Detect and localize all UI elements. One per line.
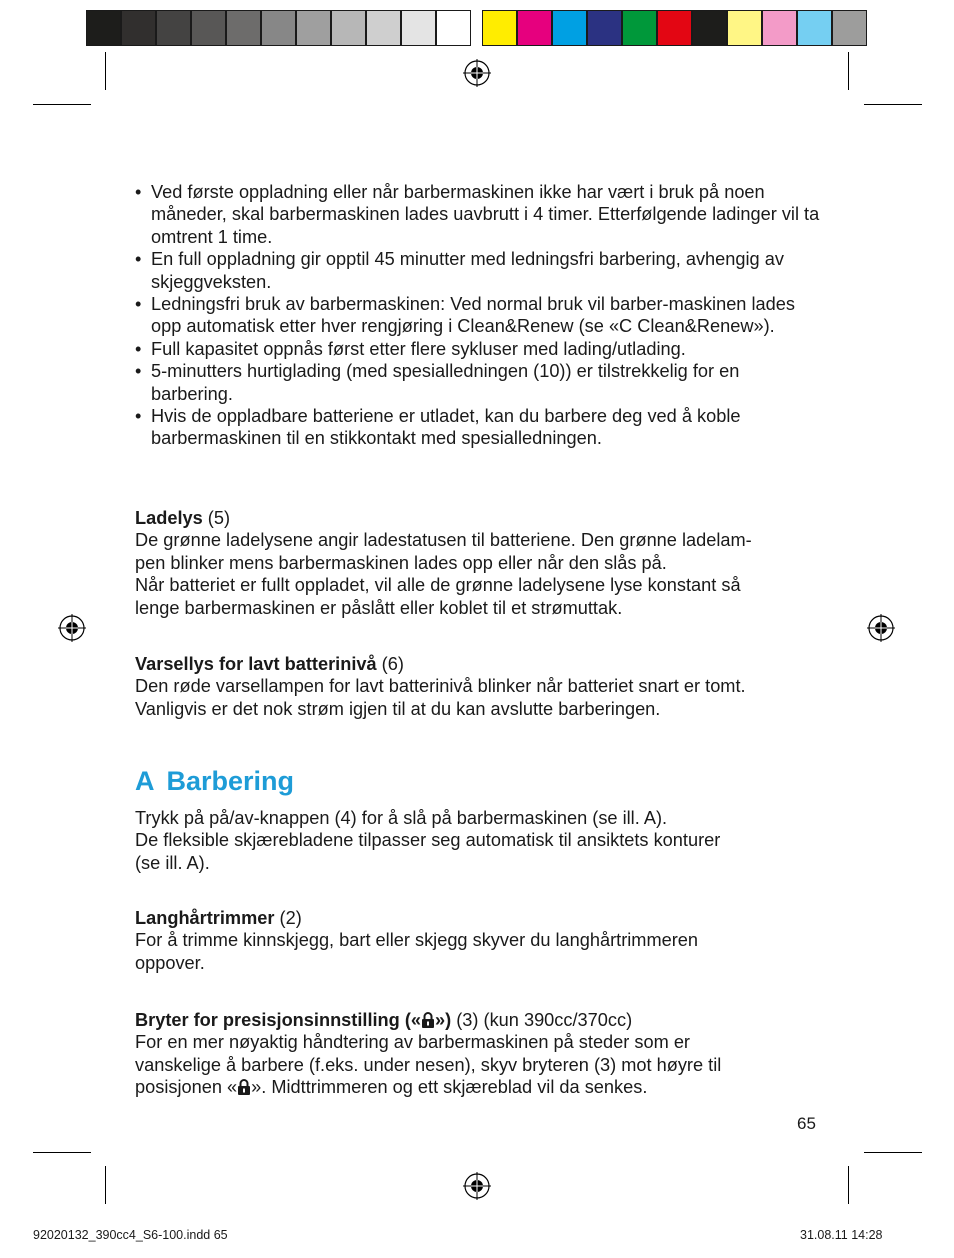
list-item: • 5-minutters hurtiglading (med spesialledningen (10)) er tilstrekkelig for en barbering. [135,360,825,405]
paragraph-line: lenge barbermaskinen er påslått eller koblet til et strømuttak. [135,597,623,618]
section-letter: A [135,766,155,796]
registration-target-icon [866,613,896,643]
color-swatch [762,10,797,46]
bullet-list [135,181,825,450]
list-item: • Ved første oppladning eller når barbermaskinen ikke har vært i bruk på noen måneder, skal barbermaskinen lades uavbrutt i 4 timer. Etterfølgende ladinger vil ta omtrent 1 time. [135,181,825,248]
color-swatch [401,10,436,46]
section-title-text: Barbering [166,766,295,796]
registration-target-icon [57,613,87,643]
part-reference: (3) (kun 390cc/370cc) [451,1010,633,1030]
list-item: • En full oppladning gir opptil 45 minutter med ledningsfri barbering, avhengig av skjeggveksten. [135,248,825,293]
color-swatch [482,10,517,46]
paragraph-line-start: posisjonen « [135,1077,238,1098]
paragraph-line: De fleksible skjærebladene tilpasser seg automatisk til ansiktets konturer [135,830,721,851]
registration-target-icon [462,58,492,88]
color-swatch [226,10,261,46]
color-swatch [436,10,471,46]
shaving-intro [135,807,825,874]
part-reference: (5) [202,508,231,528]
color-swatch [156,10,191,46]
color-swatch [366,10,401,46]
color-swatch [121,10,156,46]
list-item: • Hvis de oppladbare batteriene er utladet, kan du barbere deg ved å koble barbermaskinen til en stikkontakt med spesialledningen. [135,405,825,450]
color-swatch [552,10,587,46]
color-swatch [86,10,121,46]
paragraph-line: De grønne ladelysene angir ladestatusen til batteriene. Den grønne ladelam- [135,530,752,551]
paragraph-line: Når batteriet er fullt oppladet, vil alle de grønne ladelysene lyse konstant så [135,575,741,596]
section-heading-start: Bryter for presisjonsinnstilling (« [135,1010,422,1030]
color-swatch [587,10,622,46]
list-item: • Full kapasitet oppnås først etter flere sykluser med lading/utlading. [135,338,825,360]
paragraph-line: Trykk på på/av-knappen (4) for å slå på barbermaskinen (se ill. A). [135,808,668,828]
long-hair-trimmer-section [135,907,825,974]
color-swatch [331,10,366,46]
paragraph-line: For en mer nøyaktig håndtering av barbermaskinen på steder som er [135,1032,690,1053]
footer-file-info: 92020132_390cc4_S6-100.indd 65 [33,1228,228,1242]
registration-target-icon [462,1171,492,1201]
color-swatch [191,10,226,46]
lock-icon [421,1011,435,1029]
page-number: 65 [797,1114,816,1133]
color-swatch [832,10,867,46]
paragraph-line: Den røde varsellampen for lavt batterinivå blinker når batteriet snart er tomt. [135,676,746,697]
section-heading-end: ») [435,1010,452,1030]
paragraph-line: Vanligvis er det nok strøm igjen til at du kan avslutte barberingen. [135,698,661,719]
color-swatch [727,10,762,46]
list-item: • Ledningsfri bruk av barbermaskinen: Ved normal bruk vil barber-maskinen lades opp automatisk etter hver rengjøring i Clean&Renew (se «C Clean&Renew»). [135,293,825,338]
color-swatch [517,10,552,46]
color-swatch [657,10,692,46]
paragraph-line: For å trimme kinnskjegg, bart eller skjegg skyver du langhårtrimmeren [135,930,699,951]
charge-light-section [135,507,825,619]
section-heading: Varsellys for lavt batterinivå [135,654,377,674]
low-battery-section [135,653,825,720]
part-reference: (2) [274,908,302,928]
lock-icon [237,1078,251,1096]
section-heading: Langhårtrimmer [135,908,275,928]
color-calibration-bar [482,10,867,46]
paragraph-line: pen blinker mens barbermaskinen lades opp eller når den slås på. [135,552,667,573]
color-swatch [261,10,296,46]
precision-switch-section [135,1009,825,1099]
paragraph-line: oppover. [135,952,205,973]
section-heading: Ladelys [135,508,203,528]
paragraph-line: vanskelige å barbere (f.eks. under nesen), skyv bryteren (3) mot høyre til [135,1054,722,1075]
color-swatch [296,10,331,46]
color-swatch [692,10,727,46]
paragraph-line-end: ». Midttrimmeren og ett skjæreblad vil da senkes. [251,1077,648,1098]
grayscale-calibration-bar [86,10,471,46]
part-reference: (6) [376,654,404,674]
paragraph-line: (se ill. A). [135,852,210,873]
color-swatch [797,10,832,46]
footer-timestamp: 31.08.11 14:28 [800,1228,883,1242]
charging-notes [135,181,825,450]
section-title [135,764,294,798]
color-swatch [622,10,657,46]
